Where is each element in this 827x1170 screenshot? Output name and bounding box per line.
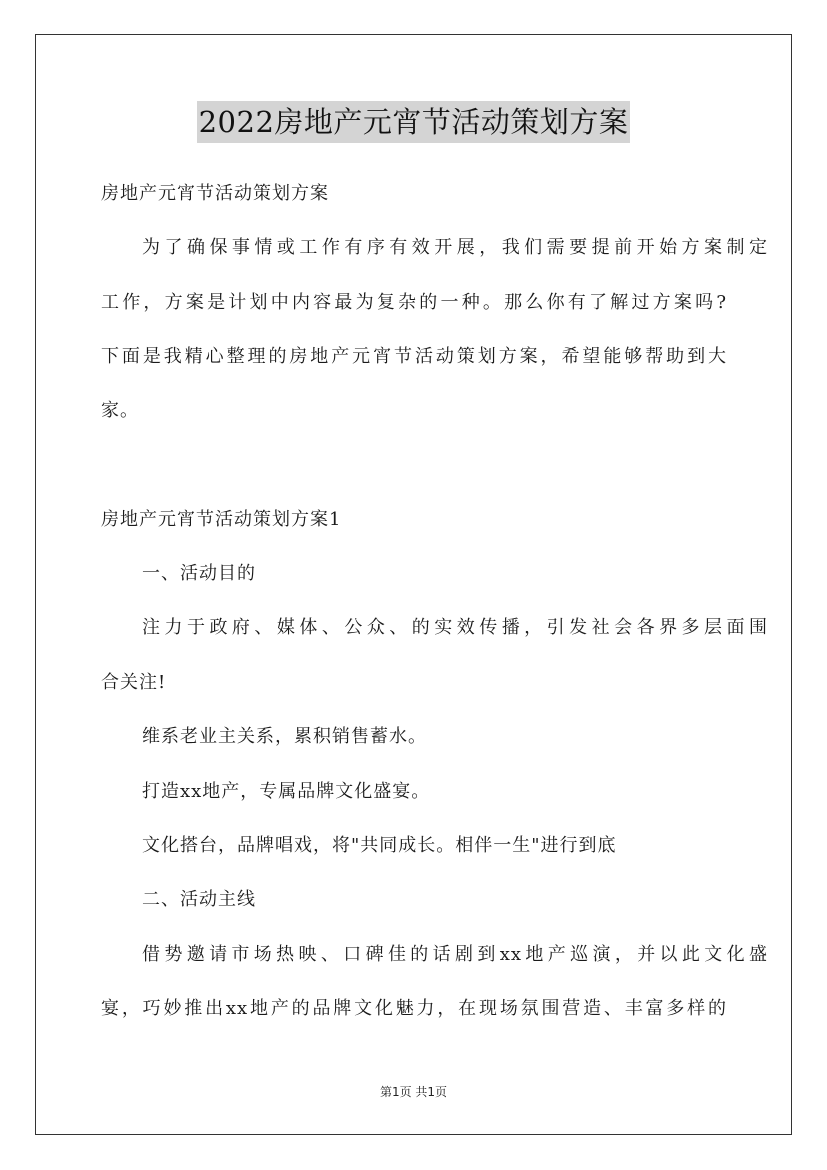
paragraph-line: 宴，巧妙推出xx地产的品牌文化魅力，在现场氛围营造、丰富多样的 xyxy=(101,998,727,1019)
paragraph-line: 注力于政府、媒体、公众、的实效传播，引发社会各界多层面围 xyxy=(142,617,768,638)
section-heading: 房地产元宵节活动策划方案1 xyxy=(101,509,342,530)
paragraph-line: 工作，方案是计划中内容最为复杂的一种。那么你有了解过方案吗? xyxy=(101,292,727,313)
paragraph-line: 打造xx地产，专属品牌文化盛宴。 xyxy=(142,781,431,802)
paragraph-line: 维系老业主关系，累积销售蓄水。 xyxy=(142,726,427,747)
paragraph-line: 借势邀请市场热映、口碑佳的话剧到xx地产巡演，并以此文化盛 xyxy=(142,944,768,965)
paragraph-line: 文化搭台，品牌唱戏，将"共同成长。相伴一生"进行到底 xyxy=(142,835,617,856)
page-footer: 第1页 共1页 xyxy=(379,1085,448,1099)
paragraph-line: 下面是我精心整理的房地产元宵节活动策划方案，希望能够帮助到大 xyxy=(101,346,727,367)
subsection-heading: 二、活动主线 xyxy=(142,889,256,910)
subsection-heading: 一、活动目的 xyxy=(142,563,256,584)
paragraph-line: 家。 xyxy=(101,400,139,421)
paragraph-line: 合关注! xyxy=(101,672,167,693)
paragraph-line: 为了确保事情或工作有序有效开展，我们需要提前开始方案制定 xyxy=(142,237,768,258)
section-heading: 房地产元宵节活动策划方案 xyxy=(101,183,329,204)
document-title-wrap xyxy=(0,101,827,143)
document-title: 2022房地产元宵节活动策划方案 xyxy=(197,101,631,143)
